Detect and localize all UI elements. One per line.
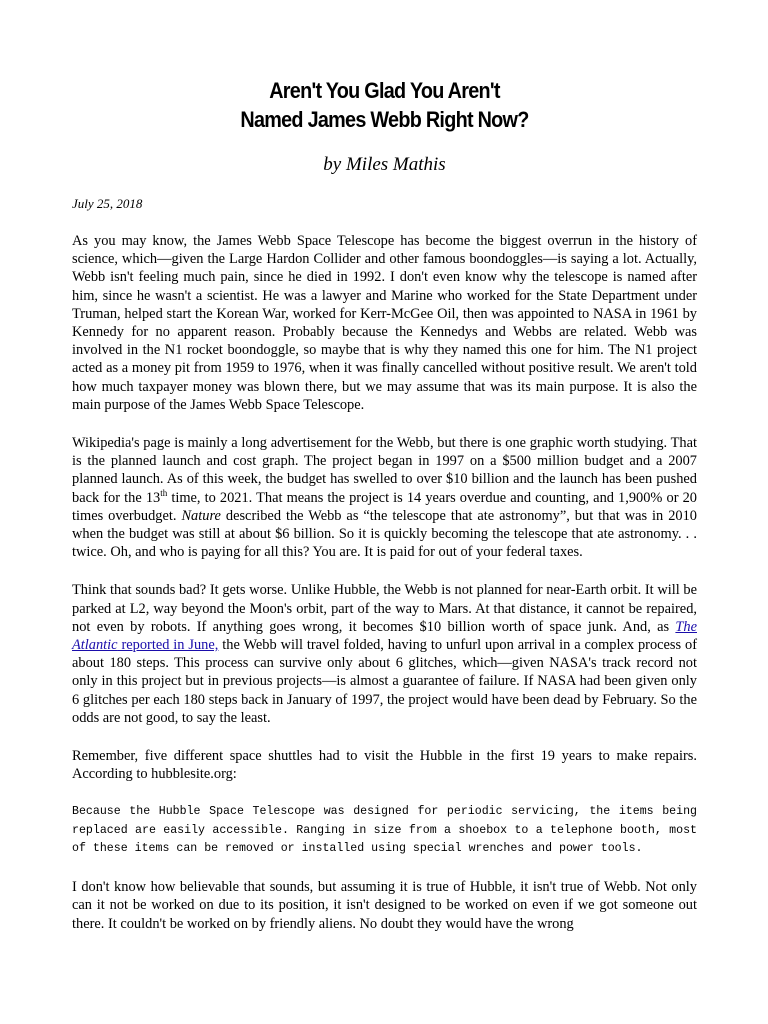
atlantic-link-italic: The Atlantic [72,618,697,654]
paragraph-2-text-c: described the Webb as “the telescope that ate astronomy”, but that was in 2010 when the budget was still at about $6 billion. So it is quickly becoming the telescope that ate astronomy. . . twice. Oh, and who is paying for all this? You are. It is paid for out of your federal taxes. [72,507,697,561]
paragraph-2-text-b: time, to 2021. That means the project is 14 years overdue and counting, and 1,900% or 20 times overbudget. [72,489,697,524]
paragraph-2 [72,434,697,561]
publication-date: July 25, 2018 [72,196,143,211]
title-line-2: Named James Webb Right Now? [240,107,529,132]
paragraph-2-text-a: Wikipedia's page is mainly a long advertisement for the Webb, but there is one graphic worth studying. That is the planned launch and cost graph. The project began in 1997 on a $500 million budget and a 2007 planned launch. As of this week, the budget has swelled to over $10 billion and the launch has been pushed back for the 13 [72,435,697,506]
article-title [103,76,666,134]
article-page [72,76,697,933]
atlantic-link-text: reported in June, [117,637,219,654]
hubblesite-quote: Because the Hubble Space Telescope was designed for periodic servicing, the items being replaced are easily accessible. Ranging in size from a shoebox to a telephone booth, most of these items can be removed or installed using special wrenches and power tools. [72,805,697,855]
paragraph-4: Remember, five different space shuttles had to visit the Hubble in the first 19 years to make repairs. According to hubblesite.org: [72,748,697,783]
paragraph-3-text-b: the Webb will travel folded, having to unfurl upon arrival in a complex process of about 180 steps. This process can survive only about 6 glitches, which—given NASA's track record not only in this project but in previous projects—is almost a guarantee of failure. If NASA had been given only 6 glitches per each 180 steps back in January of 1997, the project would have been dead by February. So the odds are not good, to say the least. [72,637,698,726]
paragraph-3 [72,581,697,727]
superscript-ordinal: th [160,487,168,498]
title-line-1: Aren't You Glad You Aren't [269,78,500,103]
byline: by Miles Mathis [323,154,446,175]
nature-journal-name: Nature [181,507,221,524]
paragraph-5: I don't know how believable that sounds, but assuming it is true of Hubble, it isn't true of Webb. Not only can it not be worked on due to its position, it isn't designed to be worked on even if we got someone out there. It couldn't be worked on by friendly aliens. No doubt they would have the wrong [72,879,697,932]
paragraph-1: As you may know, the James Webb Space Telescope has become the biggest overrun in the history of science, which—given the Large Hardon Collider and other famous boondoggles—is saying a lot. Actually, Webb isn't feeling much pain, since he died in 1992. I don't even know why the telescope is named after him, since he wasn't a scientist. He was a lawyer and Marine who worked for the State Department under Truman, helped start the Korean War, worked for Kerr-McGee Oil, then was appointed to NASA in 1961 by Kennedy for no apparent reason. Probably because the Kennedys and Webbs are related. Webb was involved in the N1 rocket boondoggle, so maybe that is why they named this one for him. The N1 project acted as a money pit from 1959 to 1976, when it was finally cancelled without positive result. We aren't told how much taxpayer money was blown there, but we may assume that was its main purpose. It is also the main purpose of the James Webb Space Telescope. [72,233,697,413]
paragraph-3-text-a: Think that sounds bad? It gets worse. Unlike Hubble, the Webb is not planned for near-Earth orbit. It will be parked at L2, way beyond the Moon's orbit, part of the way to Mars. At that distance, it cannot be repaired, not even by robots. If anything goes wrong, it becomes $10 billion worth of space junk. And, as [72,582,697,635]
